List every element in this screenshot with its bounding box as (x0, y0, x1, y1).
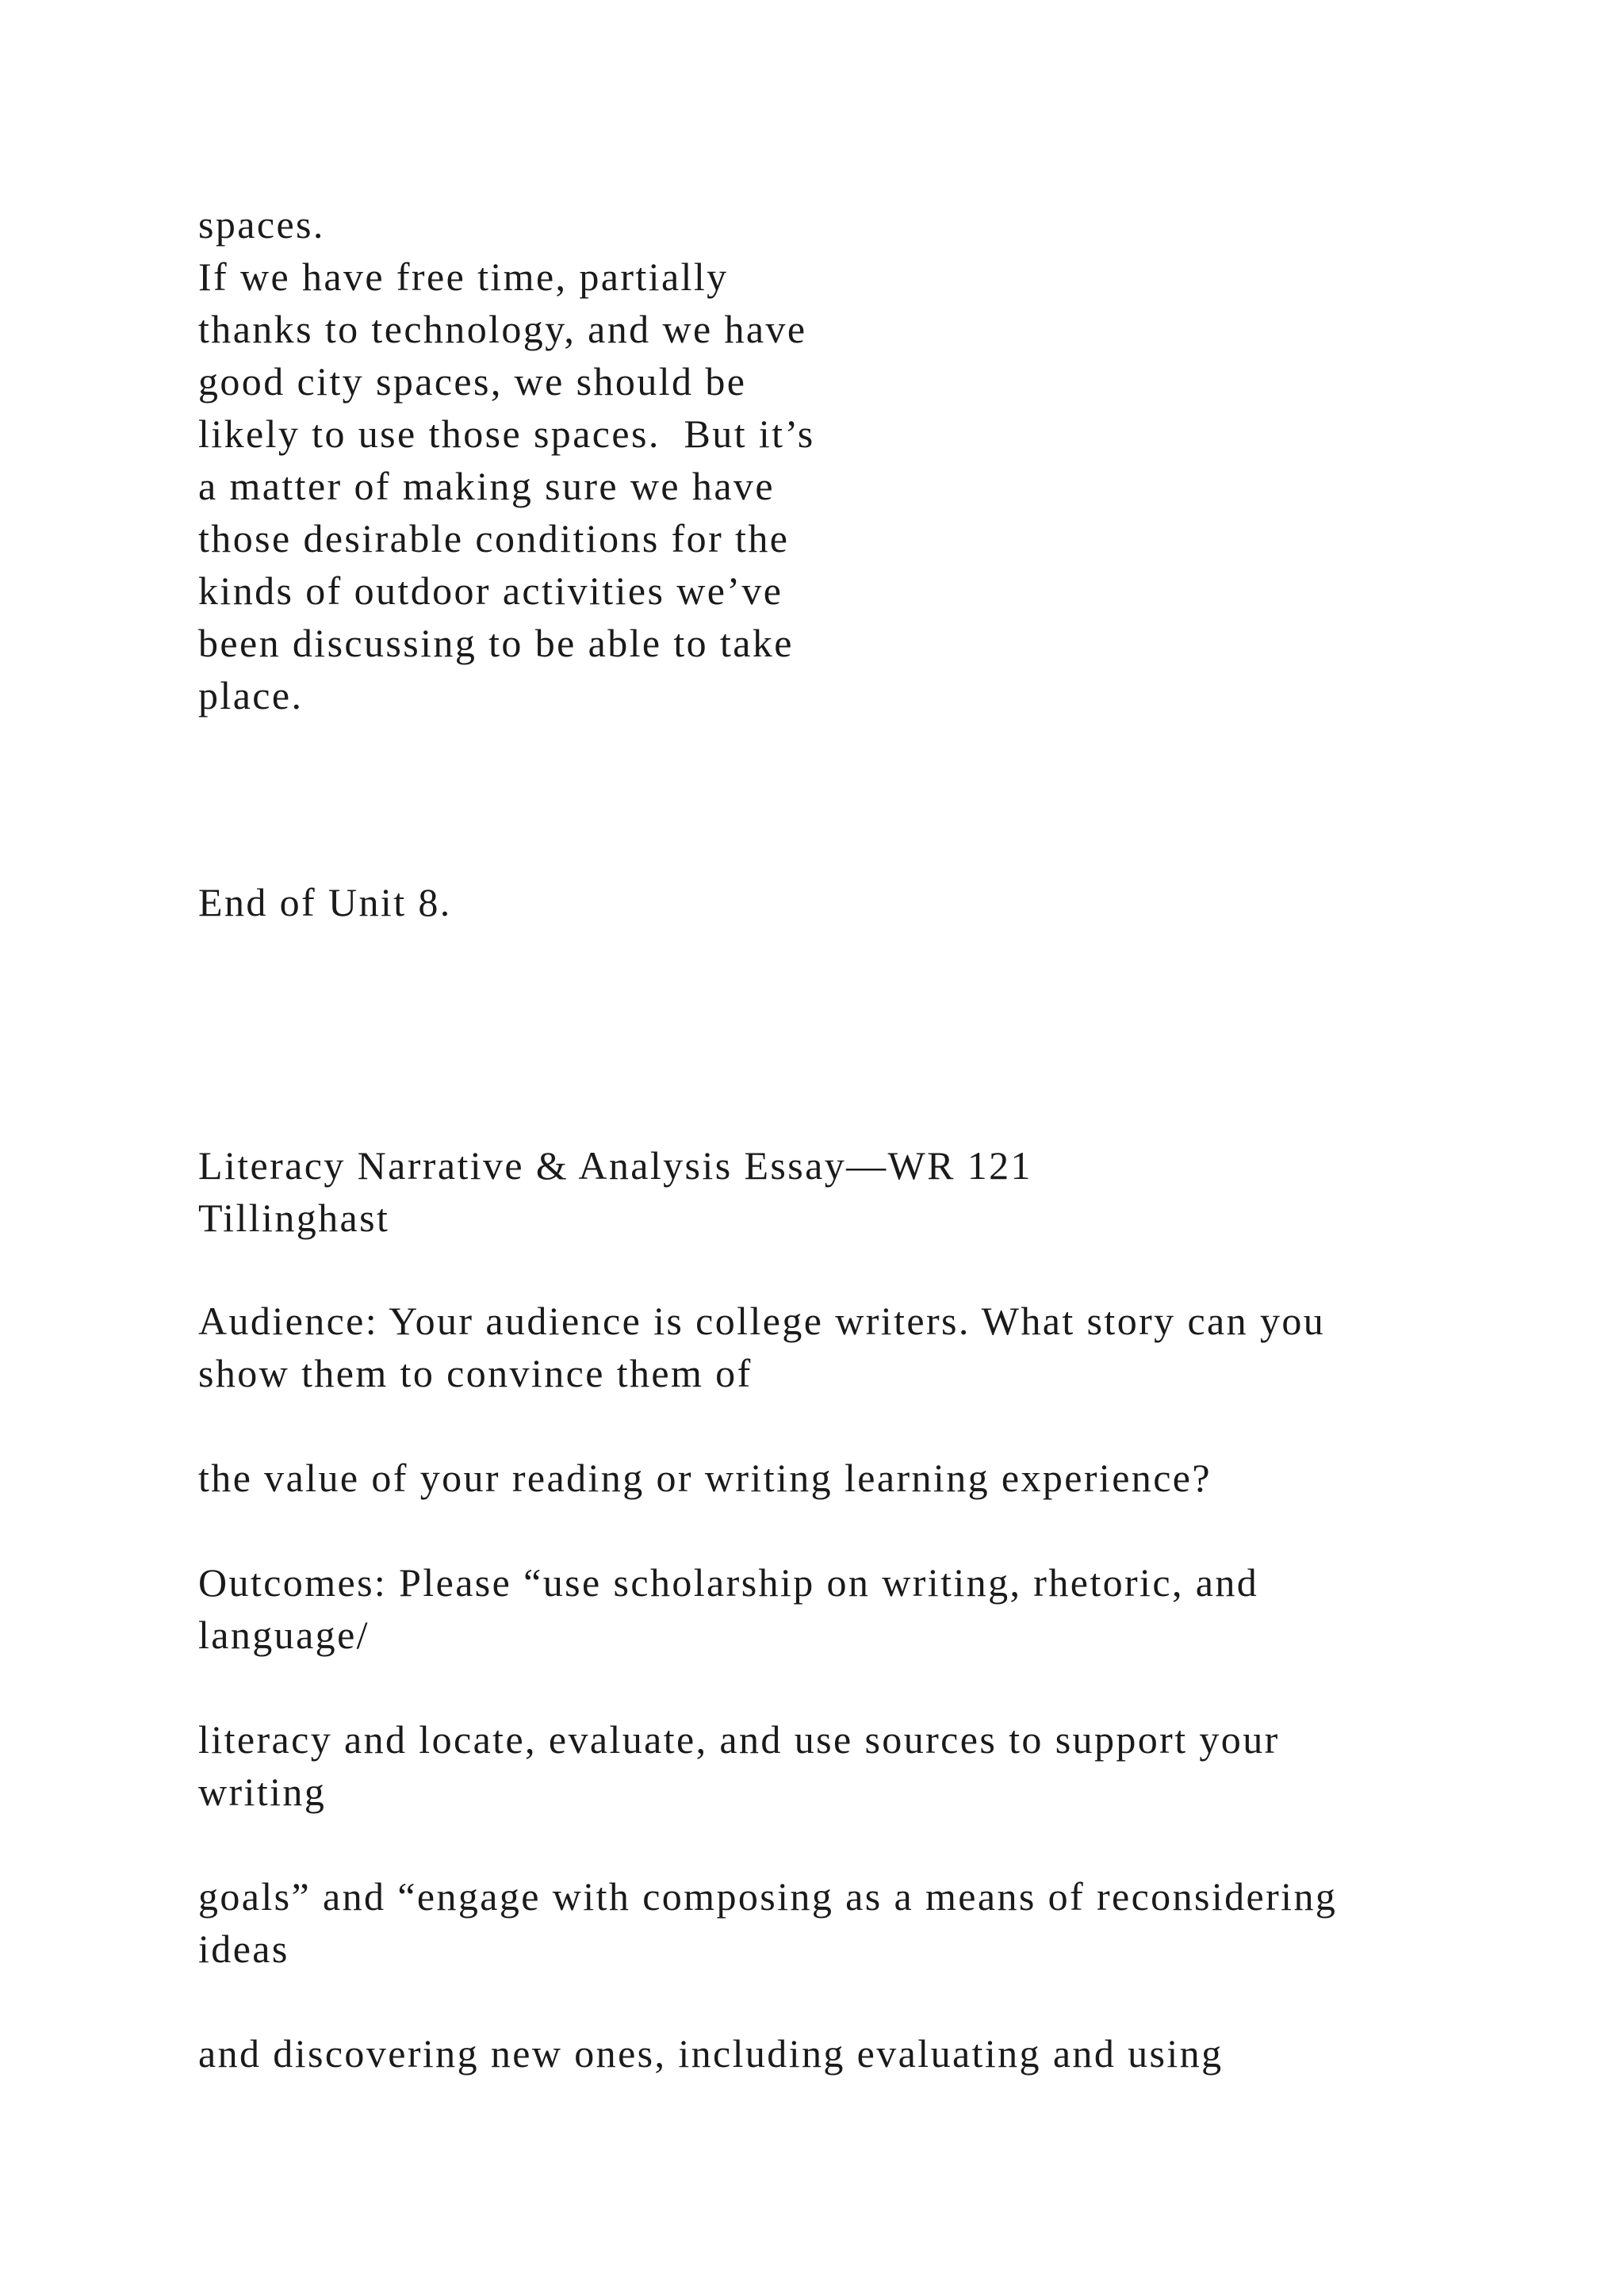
text-line: kinds of outdoor activities we’ve (198, 568, 783, 613)
text-line: thanks to technology, and we have (198, 307, 807, 351)
unit-end-marker: End of Unit 8. (198, 880, 452, 924)
text-line: Outcomes: Please “use scholarship on writing, rhetoric, and (198, 1560, 1259, 1605)
instructor-name: Tillinghast (198, 1196, 390, 1240)
text-line: those desirable conditions for the (198, 516, 790, 561)
text-line: good city spaces, we should be (198, 359, 747, 404)
text-line: and discovering new ones, including evaluating and using (198, 2031, 1224, 2076)
assignment-title: Literacy Narrative & Analysis Essay—WR 121 (198, 1143, 1032, 1188)
text-line: If we have free time, partially (198, 254, 729, 299)
text-line: Audience: Your audience is college writers. What story can you (198, 1299, 1326, 1343)
text-line: goals” and “engage with composing as a means of reconsidering (198, 1874, 1338, 1919)
text-line: the value of your reading or writing learning experience? (198, 1456, 1212, 1500)
text-line: spaces. (198, 202, 325, 247)
text-line: show them to convince them of (198, 1351, 753, 1395)
text-line: writing (198, 1770, 327, 1814)
text-line: place. (198, 673, 304, 718)
text-line: language/ (198, 1613, 370, 1657)
text-line: been discussing to be able to take (198, 621, 794, 665)
text-line: literacy and locate, evaluate, and use sources to support your (198, 1717, 1280, 1762)
text-line: ideas (198, 1927, 289, 1971)
text-line: likely to use those spaces. But it’s (198, 411, 815, 456)
text-line: a matter of making sure we have (198, 464, 775, 508)
